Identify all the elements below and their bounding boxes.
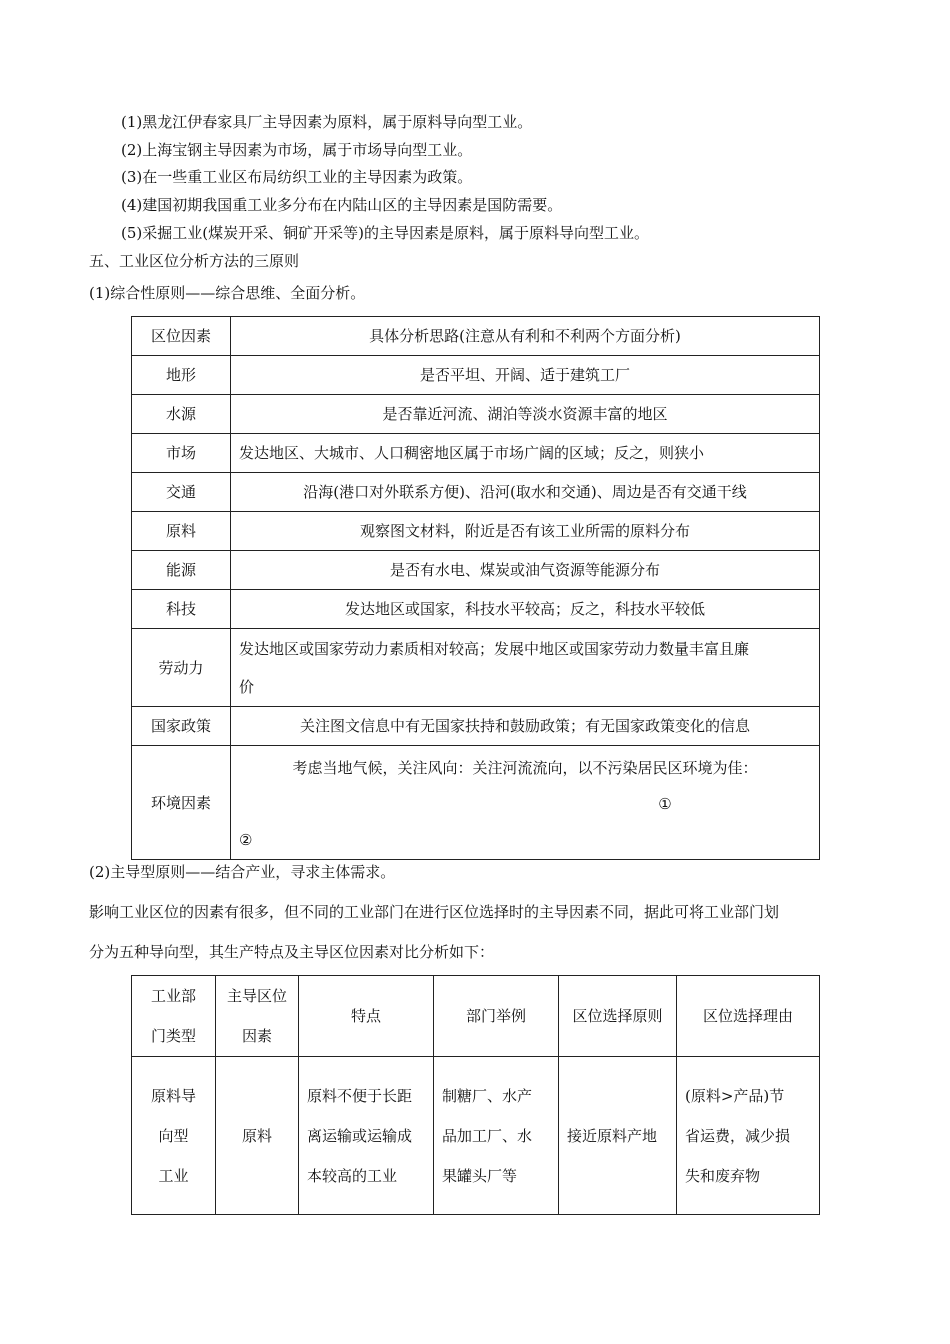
table-header-row xyxy=(132,317,820,356)
table-header-cell: 部门举例 xyxy=(434,976,559,1057)
cell-line: 省运费，减少损 xyxy=(685,1126,791,1145)
cell-line: 品加工厂、水 xyxy=(442,1126,533,1145)
dominant-factor-cell: 原料 xyxy=(216,1057,299,1215)
example-item: (3)在一些重工业区布局纺织工业的主导因素为政策。 xyxy=(121,168,473,186)
example-item: (4)建国初期我国重工业多分布在内陆山区的主导因素是国防需要。 xyxy=(121,196,563,214)
analysis-cell: 发达地区或国家，科技水平较高；反之，科技水平较低 xyxy=(231,590,820,629)
analysis-cell: 发达地区、大城市、人口稠密地区属于市场广阔的区域；反之，则狭小 xyxy=(231,434,820,473)
cell-line: 制糖厂、水产 xyxy=(442,1086,533,1105)
table-header-cell: 区位选择理由 xyxy=(677,976,820,1057)
principle-cell: 接近原料产地 xyxy=(559,1057,677,1215)
factor-cell: 能源 xyxy=(132,551,231,590)
table-header-cell: 区位因素 xyxy=(132,317,231,356)
cell-line: 工业 xyxy=(158,1166,189,1185)
cell-line: 本较高的工业 xyxy=(307,1166,398,1185)
cell-line: 向型 xyxy=(158,1126,189,1145)
table-row xyxy=(132,395,820,434)
analysis-line: 价 xyxy=(239,677,255,696)
reason-cell xyxy=(677,1057,820,1215)
analysis-cell: 沿海(港口对外联系方便)、沿河(取水和交通)、周边是否有交通干线 xyxy=(231,473,820,512)
table-header-cell: 区位选择原则 xyxy=(559,976,677,1057)
industry-orientation-table xyxy=(131,975,820,1215)
cell-line: 果罐头厂等 xyxy=(442,1166,518,1185)
cell-line: 原料不便于长距 xyxy=(307,1086,413,1105)
analysis-line: 发达地区或国家劳动力素质相对较高；发展中地区或国家劳动力数量丰富且廉 xyxy=(239,639,750,658)
analysis-line: ② xyxy=(239,830,253,849)
table-row xyxy=(132,551,820,590)
examples-cell xyxy=(434,1057,559,1215)
paragraph-line: 分为五种导向型，其生产特点及主导区位因素对比分析如下： xyxy=(89,943,495,961)
table-row xyxy=(132,629,820,707)
table-row xyxy=(132,707,820,746)
table-row xyxy=(132,590,820,629)
header-line: 主导区位 xyxy=(226,987,287,1005)
factor-cell: 水源 xyxy=(132,395,231,434)
paragraph-line: 影响工业区位的因素有很多，但不同的工业部门在进行区位选择时的主导因素不同，据此可将工业部门划 xyxy=(89,903,780,921)
factor-cell: 市场 xyxy=(132,434,231,473)
table-row xyxy=(132,473,820,512)
analysis-cell xyxy=(231,746,820,860)
location-factor-table xyxy=(131,316,820,860)
example-item: (5)采掘工业(煤炭开采、铜矿开采等)的主导因素是原料，属于原料导向型工业。 xyxy=(121,224,649,242)
cell-line: 失和废弃物 xyxy=(685,1166,761,1185)
table-row xyxy=(132,434,820,473)
analysis-line: ① xyxy=(658,794,672,813)
table-header-row xyxy=(132,976,820,1057)
cell-line: 离运输或运输成 xyxy=(307,1126,413,1145)
analysis-cell xyxy=(231,629,820,707)
factor-cell: 环境因素 xyxy=(132,746,231,860)
cell-line: (原料>产品)节 xyxy=(685,1086,785,1105)
factor-cell: 科技 xyxy=(132,590,231,629)
analysis-cell: 是否靠近河流、湖泊等淡水资源丰富的地区 xyxy=(231,395,820,434)
table-row xyxy=(132,512,820,551)
principle-heading: (1)综合性原则——综合思维、全面分析。 xyxy=(89,284,366,302)
factor-cell: 地形 xyxy=(132,356,231,395)
table-header-cell xyxy=(132,976,216,1057)
header-line: 工业部 xyxy=(150,987,196,1005)
feature-cell xyxy=(299,1057,434,1215)
cell-line: 原料导 xyxy=(150,1086,196,1105)
header-line: 门类型 xyxy=(150,1027,196,1045)
example-item: (1)黑龙江伊春家具厂主导因素为原料，属于原料导向型工业。 xyxy=(121,113,533,131)
analysis-cell: 是否平坦、开阔、适于建筑工厂 xyxy=(231,356,820,395)
industry-type-cell xyxy=(132,1057,216,1215)
header-line: 因素 xyxy=(241,1027,272,1045)
table-row xyxy=(132,1057,820,1215)
factor-cell: 国家政策 xyxy=(132,707,231,746)
analysis-cell: 观察图文材料，附近是否有该工业所需的原料分布 xyxy=(231,512,820,551)
analysis-cell: 关注图文信息中有无国家扶持和鼓励政策；有无国家政策变化的信息 xyxy=(231,707,820,746)
table-header-cell: 具体分析思路(注意从有利和不利两个方面分析) xyxy=(231,317,820,356)
table-row xyxy=(132,356,820,395)
table-header-cell xyxy=(216,976,299,1057)
section-heading: 五、工业区位分析方法的三原则 xyxy=(89,252,300,270)
factor-cell: 劳动力 xyxy=(132,629,231,707)
example-item: (2)上海宝钢主导因素为市场，属于市场导向型工业。 xyxy=(121,141,473,159)
factor-cell: 交通 xyxy=(132,473,231,512)
principle-heading: (2)主导型原则——结合产业，寻求主体需求。 xyxy=(89,863,396,881)
analysis-cell: 是否有水电、煤炭或油气资源等能源分布 xyxy=(231,551,820,590)
table-row xyxy=(132,746,820,860)
table-header-cell: 特点 xyxy=(299,976,434,1057)
analysis-line: 考虑当地气候，关注风向：关注河流流向，以不污染居民区环境为佳： xyxy=(292,758,758,777)
factor-cell: 原料 xyxy=(132,512,231,551)
